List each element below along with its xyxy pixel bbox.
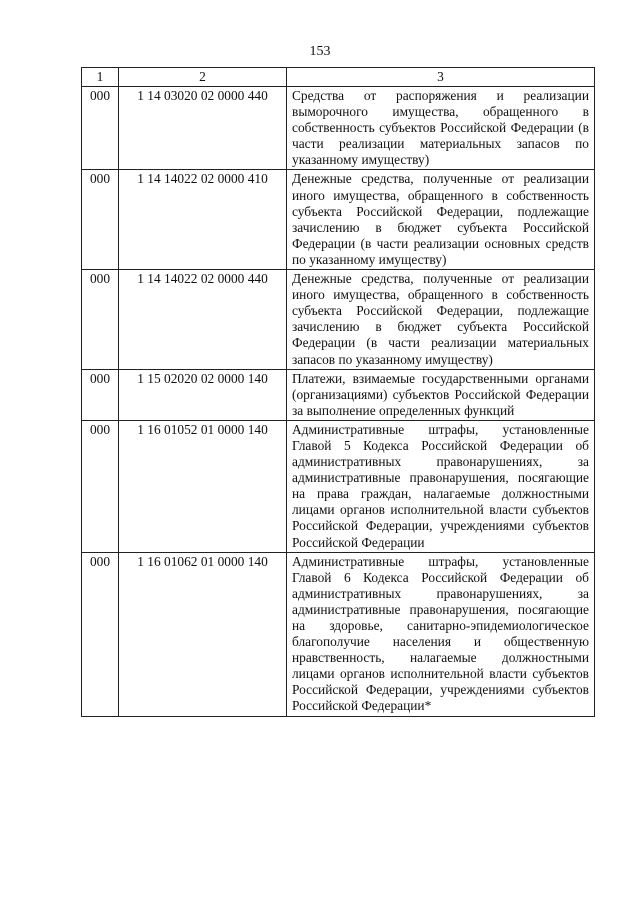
column-header-2: 2 — [119, 68, 287, 87]
revenue-code-cell: 1 16 01052 01 0000 140 — [119, 420, 287, 552]
column-header-1: 1 — [82, 68, 119, 87]
admin-code-cell: 000 — [82, 87, 119, 170]
revenue-name-cell: Денежные средства, полученные от реализации иного имущества, обращенного в собственность субъекта Российской Федерации, подлежащие зачислению в бюджет субъекта Российской Федерации (в части реализации основных средств по указанному имуществу) — [287, 170, 595, 270]
revenue-code-cell: 1 14 14022 02 0000 440 — [119, 270, 287, 370]
admin-code-cell: 000 — [82, 270, 119, 370]
revenue-name-cell: Средства от распоряжения и реализации выморочного имущества, обращенного в собственность субъектов Российской Федерации (в части реализации материальных запасов по указанному имуществу) — [287, 87, 595, 170]
revenue-code-cell: 1 14 14022 02 0000 410 — [119, 170, 287, 270]
table-row — [82, 369, 595, 420]
admin-code-cell: 000 — [82, 420, 119, 552]
admin-code-cell: 000 — [82, 170, 119, 270]
revenue-code-cell: 1 14 03020 02 0000 440 — [119, 87, 287, 170]
revenue-name-cell: Административные штрафы, установленные Главой 5 Кодекса Российской Федерации об административных правонарушениях, за административные правонарушения, посягающие на права граждан, налагаемые должностными лицами органов исполнительной власти субъектов Российской Федерации, учреждениями субъектов Российской Федерации — [287, 420, 595, 552]
revenue-code-cell: 1 16 01062 01 0000 140 — [119, 552, 287, 716]
table-row — [82, 170, 595, 270]
table-row — [82, 87, 595, 170]
table-row — [82, 270, 595, 370]
page-number: 153 — [309, 44, 331, 59]
revenue-name-cell: Денежные средства, полученные от реализации иного имущества, обращенного в собственность субъекта Российской Федерации, подлежащие зачислению в бюджет субъекта Российской Федерации (в части реализации материальных запасов по указанному имуществу) — [287, 270, 595, 370]
table-row — [82, 552, 595, 716]
admin-code-cell: 000 — [82, 552, 119, 716]
admin-code-cell: 000 — [82, 369, 119, 420]
revenue-name-cell: Административные штрафы, установленные Главой 6 Кодекса Российской Федерации об административных правонарушениях, за административные правонарушения, посягающие на здоровье, санитарно-эпидемиологическое благополучие населения и общественную нравственность, налагаемые должностными лицами органов исполнительной власти субъектов Российской Федерации, учреждениями субъектов Российской Федерации* — [287, 552, 595, 716]
revenue-codes-table — [81, 67, 595, 717]
column-header-3: 3 — [287, 68, 595, 87]
revenue-name-cell: Платежи, взимаемые государственными органами (организациями) субъектов Российской Федерации за выполнение определенных функций — [287, 369, 595, 420]
table-row — [82, 420, 595, 552]
revenue-code-cell: 1 15 02020 02 0000 140 — [119, 369, 287, 420]
table-header-row — [82, 68, 595, 87]
